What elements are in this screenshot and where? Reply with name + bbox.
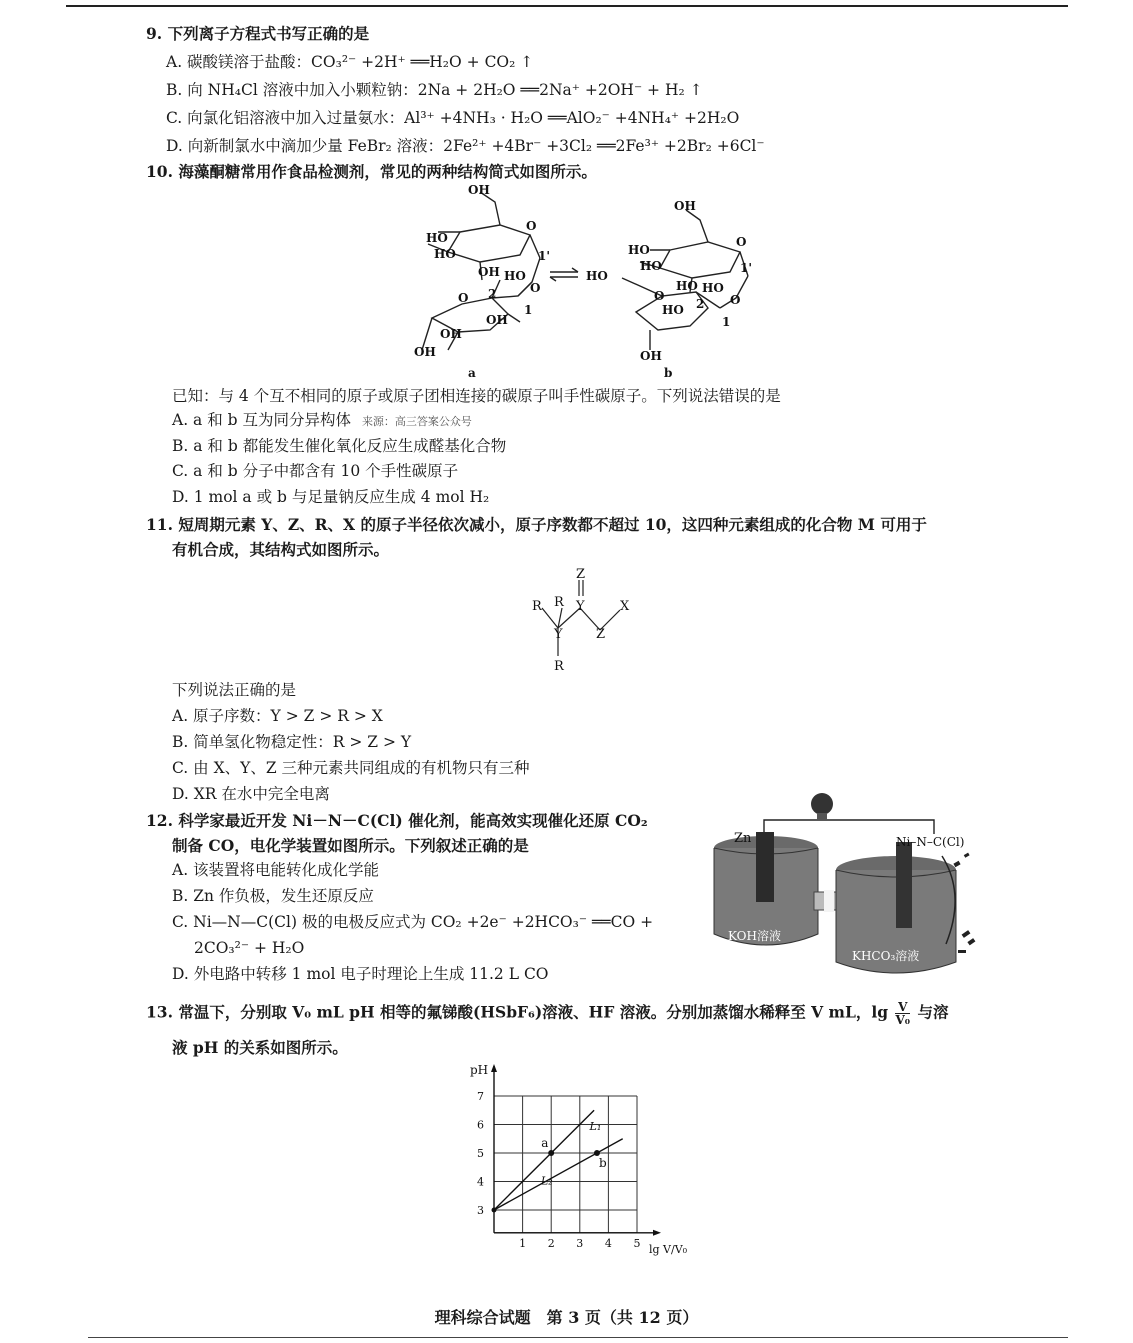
q11-option-d: D. XR 在水中完全电离 bbox=[172, 785, 330, 803]
q10-option-a-text: A. a 和 b 互为同分异构体 bbox=[172, 411, 351, 429]
label-ho: HO bbox=[426, 231, 448, 245]
label-c1p: 1' bbox=[538, 249, 551, 263]
atom-y-right: Y bbox=[576, 599, 585, 614]
label-ho: HO bbox=[640, 259, 662, 273]
bulb-icon bbox=[811, 793, 833, 815]
label-oh: OH bbox=[478, 265, 500, 279]
q13-stem-text: 13. 常温下，分别取 V₀ mL pH 相等的氟锑酸(HSbF₆)溶液、HF 溶液。分别加蒸馏水稀释至 V mL，lg bbox=[146, 1002, 889, 1022]
atom-r-mid: R bbox=[554, 595, 564, 610]
x-tick-label: 5 bbox=[633, 1236, 641, 1250]
q10-structure-figure bbox=[400, 180, 800, 385]
y-axis-arrow bbox=[491, 1064, 497, 1072]
bottom-rule bbox=[88, 1337, 1068, 1338]
series-label-1: L₁ bbox=[589, 1120, 602, 1134]
q9-option-b: B. 向 NH₄Cl 溶液中加入小颗粒钠：2Na + 2H₂O ══2Na⁺ +2OH⁻ + H₂ ↑ bbox=[166, 81, 703, 99]
q10-option-a bbox=[172, 410, 472, 432]
top-rule bbox=[66, 5, 1068, 7]
label-c1p: 1' bbox=[740, 261, 753, 275]
label-o: O bbox=[730, 293, 741, 307]
q12-stem-line2: 制备 CO，电化学装置如图所示。下列叙述正确的是 bbox=[172, 836, 529, 855]
label-oh: OH bbox=[640, 349, 662, 363]
q9-stem: 9. 下列离子方程式书写正确的是 bbox=[146, 24, 370, 43]
q10-stem: 10. 海藻酮糖常用作食品检测剂，常见的两种结构简式如图所示。 bbox=[146, 162, 597, 181]
label-ho: HO bbox=[586, 269, 608, 283]
q12-stem-line1: 12. 科学家最近开发 Ni－N－C(Cl) 催化剂，能高效实现催化还原 CO₂ bbox=[146, 811, 648, 830]
q11-option-b: B. 简单氢化物稳定性：R > Z > Y bbox=[172, 733, 412, 751]
label-oh: OH bbox=[440, 327, 462, 341]
q11-structure-figure bbox=[520, 564, 640, 674]
point-label-a: a bbox=[541, 1136, 549, 1150]
q11-stem-line2: 有机合成，其结构式如图所示。 bbox=[172, 540, 390, 559]
point-label-b: b bbox=[598, 1156, 607, 1170]
q9-option-a: A. 碳酸镁溶于盐酸：CO₃²⁻ +2H⁺ ══H₂O + CO₂ ↑ bbox=[166, 53, 534, 71]
atom-x: X bbox=[620, 599, 630, 614]
label-b: b bbox=[664, 366, 673, 380]
q12-option-c1: C. Ni—N—C(Cl) 极的电极反应式为 CO₂ +2e⁻ +2HCO₃⁻ ══CO + bbox=[172, 913, 654, 931]
q13-stem-tail: 与溶 bbox=[917, 1002, 949, 1022]
label-oh: OH bbox=[486, 313, 508, 327]
x-tick-label: 2 bbox=[547, 1236, 555, 1250]
x-axis-label: lg V/V₀ bbox=[649, 1242, 688, 1256]
label-ho: HO bbox=[676, 279, 698, 293]
cathode-electrode bbox=[896, 842, 912, 928]
atom-y-left: Y bbox=[554, 627, 563, 642]
q12-option-d: D. 外电路中转移 1 mol 电子时理论上生成 11.2 L CO bbox=[172, 965, 549, 983]
x-tick-label: 4 bbox=[604, 1236, 612, 1250]
source-watermark: 来源：高三答案公众号 bbox=[361, 415, 472, 428]
label-oh: OH bbox=[414, 345, 436, 359]
q11-option-c: C. 由 X、Y、Z 三种元素共同组成的有机物只有三种 bbox=[172, 759, 530, 777]
q11-intro: 下列说法正确的是 bbox=[172, 681, 297, 699]
q13-stem-line1 bbox=[146, 1001, 948, 1026]
q12-option-a: A. 该装置将电能转化成化学能 bbox=[172, 861, 380, 879]
electrochem-cell-figure bbox=[706, 784, 990, 990]
label-c2: 2 bbox=[696, 297, 705, 311]
series-line-1 bbox=[494, 1110, 594, 1210]
q9-option-c: C. 向氯化铝溶液中加入过量氨水：Al³⁺ +4NH₃ · H₂O ══AlO₂⁻ +4NH₄⁺ +2H₂O bbox=[166, 109, 740, 127]
label-a: a bbox=[468, 366, 476, 380]
y-tick-label: 6 bbox=[477, 1118, 484, 1132]
atom-z-top: Z bbox=[576, 567, 586, 582]
q10-option-b: B. a 和 b 都能发生催化氧化反应生成醛基化合物 bbox=[172, 437, 507, 455]
q13-stem-line2: 液 pH 的关系如图所示。 bbox=[172, 1038, 348, 1057]
x-tick-label: 3 bbox=[576, 1236, 584, 1250]
label-c1: 1 bbox=[722, 315, 731, 329]
q12-option-b: B. Zn 作负极，发生还原反应 bbox=[172, 887, 374, 905]
label-o: O bbox=[736, 235, 747, 249]
label-ho: HO bbox=[434, 247, 456, 261]
atom-z: Z bbox=[596, 627, 606, 642]
x-axis-arrow bbox=[653, 1230, 661, 1236]
label-oh: OH bbox=[468, 183, 490, 197]
cathode-label: Ni–N–C(Cl) bbox=[896, 835, 965, 849]
koh-label: KOH溶液 bbox=[728, 929, 781, 943]
y-axis-label: pH bbox=[470, 1063, 489, 1077]
label-o: O bbox=[530, 281, 541, 295]
label-o: O bbox=[458, 291, 469, 305]
y-tick-label: 4 bbox=[477, 1175, 484, 1189]
zn-label: Zn bbox=[734, 831, 752, 846]
label-ho: HO bbox=[504, 269, 526, 283]
series-line-2 bbox=[494, 1139, 623, 1210]
page-footer: 理科综合试题 第 3 页（共 12 页） bbox=[434, 1308, 699, 1327]
zn-electrode bbox=[756, 832, 774, 902]
atom-r-left: R bbox=[532, 599, 542, 614]
ph-dilution-chart bbox=[456, 1060, 696, 1285]
atom-r-bottom: R bbox=[554, 659, 564, 674]
q13-frac-num: V bbox=[895, 1001, 910, 1014]
khco3-label: KHCO₃溶液 bbox=[852, 949, 920, 963]
label-c1: 1 bbox=[524, 303, 533, 317]
label-o: O bbox=[654, 289, 665, 303]
y-tick-label: 3 bbox=[477, 1204, 484, 1217]
series-label-2: L₂ bbox=[540, 1174, 553, 1188]
label-oh: OH bbox=[674, 199, 696, 213]
origin-point bbox=[492, 1208, 497, 1213]
q10-option-d: D. 1 mol a 或 b 与足量钠反应生成 4 mol H₂ bbox=[172, 488, 490, 506]
q10-option-c: C. a 和 b 分子中都含有 10 个手性碳原子 bbox=[172, 462, 459, 480]
label-ho: HO bbox=[628, 243, 650, 257]
label-c2: 2 bbox=[488, 287, 497, 301]
label-ho: HO bbox=[702, 281, 724, 295]
q13-frac-den: V₀ bbox=[895, 1013, 911, 1027]
point-a bbox=[548, 1150, 554, 1156]
q11-option-a: A. 原子序数：Y > Z > R > X bbox=[172, 707, 383, 725]
q11-stem-line1: 11. 短周期元素 Y、Z、R、X 的原子半径依次减小，原子序数都不超过 10，这四种元素组成的化合物 M 可用于 bbox=[146, 515, 927, 534]
q9-option-d: D. 向新制氯水中滴加少量 FeBr₂ 溶液：2Fe²⁺ +4Br⁻ +3Cl₂ ══2Fe³⁺ +2Br₂ +6Cl⁻ bbox=[166, 137, 765, 155]
label-o: O bbox=[526, 219, 537, 233]
q12-option-c2: 2CO₃²⁻ + H₂O bbox=[194, 939, 305, 957]
q10-known: 已知：与 4 个互不相同的原子或原子团相连接的碳原子叫手性碳原子。下列说法错误的是 bbox=[172, 387, 781, 405]
y-tick-label: 5 bbox=[477, 1147, 484, 1160]
q13-fraction bbox=[895, 1001, 910, 1026]
y-tick-label: 7 bbox=[477, 1090, 484, 1103]
x-tick-label: 1 bbox=[519, 1236, 527, 1250]
label-ho: HO bbox=[662, 303, 684, 317]
